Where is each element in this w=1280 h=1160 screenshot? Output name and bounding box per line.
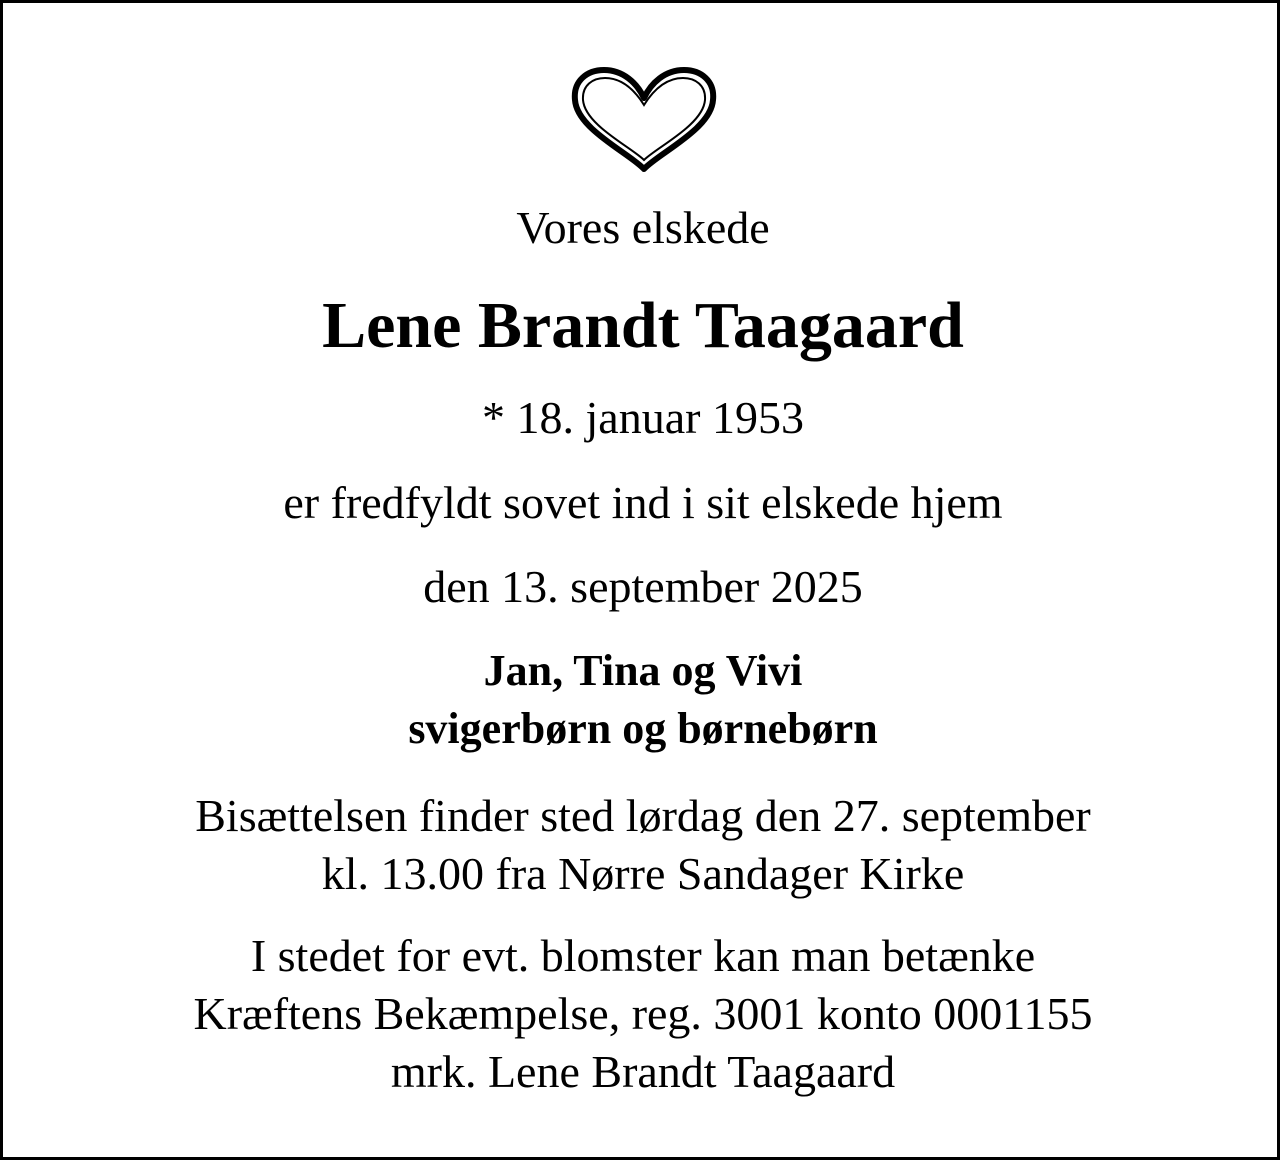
birth-date: * 18. januar 1953 xyxy=(482,392,804,443)
intro-text: Vores elskede xyxy=(516,202,770,253)
death-date: den 13. september 2025 xyxy=(423,561,863,612)
funeral-line: Bisættelsen finder sted lørdag den 27. september xyxy=(195,790,1091,841)
passing-text: er fredfyldt sovet ind i sit elskede hjem xyxy=(283,477,1003,528)
heart-icon xyxy=(571,67,717,175)
donation-line: Kræftens Bekæmpelse, reg. 3001 konto 0001155 xyxy=(193,988,1093,1039)
funeral-line: kl. 13.00 fra Nørre Sandager Kirke xyxy=(321,848,965,899)
deceased-name: Lene Brandt Taagaard xyxy=(322,289,964,362)
donation-line: I stedet for evt. blomster kan man betænke xyxy=(250,930,1036,981)
donation-line: mrk. Lene Brandt Taagaard xyxy=(390,1046,896,1097)
family-line: Jan, Tina og Vivi xyxy=(483,646,803,695)
family-line: svigerbørn og børnebørn xyxy=(408,704,878,753)
